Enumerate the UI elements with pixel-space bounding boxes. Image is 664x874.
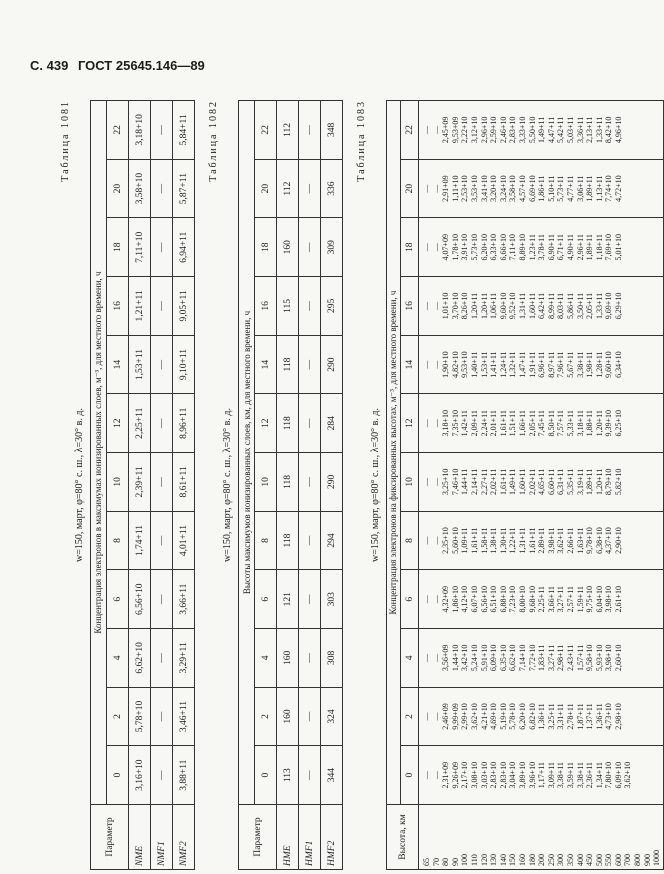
hour-header: 0 [107, 746, 129, 805]
cell: — — 2,31+09 9,26+09 2,17+10 3,08+10 3,03+10 2,83+10 2,83+10 3,04+10 3,89+10 3,96+10 1,17+11 3,09+11 3,38+11 3,59+11 3,38+11 2,36+11 1,34+11 7,80+10 6,09+10 3,62+10 [419, 746, 664, 805]
hour-header: 2 [401, 687, 419, 746]
hour-header: 10 [401, 453, 419, 512]
hour-header: 16 [401, 277, 419, 336]
hour-header: 10 [255, 453, 277, 512]
cell: — [299, 453, 321, 512]
unit-row: Концентрация электронов на фиксированных высотах, м⁻³, для местного времени, ч [387, 101, 401, 805]
table-row [321, 101, 343, 870]
hour-header: 8 [107, 511, 129, 570]
cell: 344 [321, 746, 343, 805]
hour-header: 14 [401, 335, 419, 394]
hour-header: 10 [107, 453, 129, 512]
cell: 8,61+11 [173, 453, 195, 512]
rotated-tables [60, 95, 662, 870]
hour-header: 4 [401, 629, 419, 688]
cell: 324 [321, 687, 343, 746]
row-name: HME [277, 805, 299, 870]
cell: — — 3,56+09 1,44+10 3,42+10 5,24+10 5,91+10 6,09+10 6,35+10 6,62+10 7,14+10 7,72+10 1,83+11 3,27+11 2,98+11 2,43+11 1,57+11 9,58+10 5,93+10 3,98+10 2,60+10 [419, 629, 664, 688]
cell: — — 4,32+09 1,86+10 4,12+10 6,07+10 6,56+10 6,51+10 6,88+10 7,23+10 8,00+10 9,68+10 2,25+11 3,66+11 3,27+11 2,57+11 1,59+11 9,75+10 6,04+10 3,98+10 2,61+10 [419, 570, 664, 629]
cell: 8,96+11 [173, 394, 195, 453]
cell: — [151, 629, 173, 688]
cell: — [299, 629, 321, 688]
cell: 1,53+11 [129, 335, 151, 394]
cell: — — 1,90+10 4,82+10 9,53+10 1,40+11 1,53+11 1,41+11 1,24+11 1,32+11 1,47+11 1,91+11 6,96+11 8,97+11 7,96+11 5,67+11 3,38+11 1,98+11 1,28+11 9,60+10 6,34+10 [419, 335, 664, 394]
cell: — [151, 453, 173, 512]
cell: 118 [277, 394, 299, 453]
unit-row: Концентрация электронов в максимумах ионизированных слоев, м⁻³, для местного времени, ч [91, 101, 107, 805]
cell: 7,11+10 [129, 218, 151, 277]
cell: — [299, 511, 321, 570]
hour-header: 22 [107, 101, 129, 160]
cell: — [151, 687, 173, 746]
table-1082-grid [238, 100, 343, 870]
cell: — — 2,35+10 5,60+10 1,09+11 1,61+11 1,58+11 1,38+11 1,30+11 1,22+11 1,31+11 1,61+11 2,89+11 3,98+11 3,62+11 2,66+11 1,63+11 9,78+10 6,38+10 4,37+10 2,90+10 [419, 511, 664, 570]
cell: 118 [277, 335, 299, 394]
row-name: NMF1 [151, 805, 173, 870]
table-1081-name: Таблица 1081 [60, 100, 71, 182]
row-name: HMF1 [299, 805, 321, 870]
page-header [30, 58, 211, 73]
cell: 3,58+10 [129, 159, 151, 218]
cell: — [151, 218, 173, 277]
hour-header: 18 [401, 218, 419, 277]
cell: 2,25+11 [129, 394, 151, 453]
hour-header: 12 [401, 394, 419, 453]
param-header: Высота, км [387, 805, 419, 870]
hour-header: 6 [107, 570, 129, 629]
hour-header: 0 [401, 746, 419, 805]
cell: 295 [321, 277, 343, 336]
cell: 5,84+11 [173, 101, 195, 160]
cell: 3,16+10 [129, 746, 151, 805]
cell: 118 [277, 511, 299, 570]
cell: 160 [277, 687, 299, 746]
cell: — [151, 159, 173, 218]
cell: — [151, 277, 173, 336]
cell: 6,62+10 [129, 629, 151, 688]
cell: — [151, 746, 173, 805]
cell: 1,21+11 [129, 277, 151, 336]
cell: 6,56+10 [129, 570, 151, 629]
table-1083-grid [386, 100, 664, 870]
cell: 2,39+11 [129, 453, 151, 512]
cell: 3,29+11 [173, 629, 195, 688]
heights-column: 65 70 80 90 100 110 120 130 140 150 160 180 200 250 300 350 400 450 500 550 600 700 800 900 1000 [419, 805, 664, 870]
cell: 160 [277, 629, 299, 688]
hour-header: 16 [255, 277, 277, 336]
cell: — [151, 394, 173, 453]
cell: 160 [277, 218, 299, 277]
row-name: NMF2 [173, 805, 195, 870]
cell: — [299, 159, 321, 218]
hour-header: 18 [255, 218, 277, 277]
cell: — [299, 394, 321, 453]
hour-header: 4 [255, 629, 277, 688]
cell: — — 2,91+09 1,11+10 2,53+10 3,53+10 3,41+10 3,20+10 3,24+10 3,58+10 4,57+10 6,69+10 1,86+11 5,10+11 5,73+11 4,77+11 3,06+11 1,89+11 1,13+11 7,74+10 4,72+10 [419, 159, 664, 218]
hour-header: 4 [107, 629, 129, 688]
hour-header: 20 [107, 159, 129, 218]
table-1081-grid [90, 100, 195, 870]
cell: 294 [321, 511, 343, 570]
cell: — — 2,45+09 9,53+09 2,22+10 3,12+10 2,96+10 2,59+10 2,46+10 2,83+10 3,33+10 5,50+10 1,49+11 4,47+11 5,42+11 5,03+11 3,36+11 2,13+11 1,33+11 8,42+10 4,96+10 [419, 101, 664, 160]
cell: — [299, 746, 321, 805]
cell: 112 [277, 101, 299, 160]
table-1083-name: Таблица 1083 [356, 100, 367, 182]
cell: 3,46+11 [173, 687, 195, 746]
cell: 115 [277, 277, 299, 336]
hour-header: 14 [107, 335, 129, 394]
hour-header: 12 [107, 394, 129, 453]
hour-header: 18 [107, 218, 129, 277]
cell: — — 4,07+09 1,78+10 3,91+10 5,73+10 6,20+10 6,33+10 6,66+10 7,11+10 8,89+10 1,23+11 3,78+11 6,90+11 6,71+11 4,90+11 2,96+11 1,89+11 1,18+11 7,69+10 5,01+10 [419, 218, 664, 277]
cell: 4,01+11 [173, 511, 195, 570]
cell: — — 3,18+10 7,35+10 1,42+11 2,09+11 2,24+11 2,01+11 1,61+11 1,51+11 1,66+11 2,05+11 7,45+11 8,50+11 7,57+11 5,33+11 3,18+11 1,88+11 1,20+11 9,39+10 6,25+10 [419, 394, 664, 453]
hour-header: 22 [255, 101, 277, 160]
cell: — [299, 218, 321, 277]
cell: — — 1,01+10 3,70+10 8,26+10 1,20+11 1,20+11 1,06+11 9,60+10 9,52+10 1,31+11 1,60+11 6,42+11 8,99+11 8,03+11 5,86+11 3,50+11 2,05+11 1,33+11 9,69+10 6,29+10 [419, 277, 664, 336]
cell: — [299, 687, 321, 746]
cell: 9,05+11 [173, 277, 195, 336]
standard-number: ГОСТ 25645.146—89 [77, 58, 205, 73]
unit-row: Высоты максимумов ионизированных слоев, км, для местного времени, ч [239, 101, 255, 805]
cell: 6,94+11 [173, 218, 195, 277]
cell: — [299, 277, 321, 336]
param-header: Параметр [239, 805, 277, 870]
cell: — [299, 570, 321, 629]
cell: 121 [277, 570, 299, 629]
cell: 308 [321, 629, 343, 688]
hour-header: 8 [255, 511, 277, 570]
cell: — [151, 101, 173, 160]
cell: — [151, 511, 173, 570]
hour-header: 14 [255, 335, 277, 394]
row-name: HMF2 [321, 805, 343, 870]
hour-header: 2 [255, 687, 277, 746]
cell: — [299, 335, 321, 394]
cell: 1,74+11 [129, 511, 151, 570]
table-row [129, 101, 151, 870]
hour-header: 8 [401, 511, 419, 570]
hour-header: 2 [107, 687, 129, 746]
cell: — — 2,46+09 9,99+09 2,99+10 3,62+10 4,21+10 4,69+10 5,19+10 5,78+10 6,20+10 6,82+10 1,36+11 3,25+11 3,31+11 2,78+11 1,87+11 1,37+11 1,36+11 4,73+10 2,98+10 [419, 687, 664, 746]
hour-header: 22 [401, 101, 419, 160]
page-number: С. 439 [30, 58, 69, 73]
hour-header: 6 [401, 570, 419, 629]
hour-header: 20 [401, 159, 419, 218]
cell: 3,18+10 [129, 101, 151, 160]
cell: 5,87+11 [173, 159, 195, 218]
table-row [277, 101, 299, 870]
cell: 9,10+11 [173, 335, 195, 394]
cell: 5,78+10 [129, 687, 151, 746]
cell: — [299, 101, 321, 160]
cell: 303 [321, 570, 343, 629]
cell: — — 3,25+10 7,46+10 1,44+11 2,14+11 2,27+11 2,02+11 1,61+11 1,49+11 1,60+11 2,02+11 4,65+11 6,60+11 6,31+11 5,35+11 3,19+11 1,89+11 1,20+11 8,79+10 5,82+10 [419, 453, 664, 512]
param-header: Параметр [91, 805, 129, 870]
hour-header: 16 [107, 277, 129, 336]
cell: 290 [321, 335, 343, 394]
table-1083-title: w=150, март, φ=80° с. ш., λ=30° в. д. [370, 408, 381, 562]
table-row [173, 101, 195, 870]
cell: 348 [321, 101, 343, 160]
cell: 113 [277, 746, 299, 805]
cell: 112 [277, 159, 299, 218]
table-1082-title: w=150, март, φ=80° с. ш., λ=30° в. д. [222, 408, 233, 562]
hour-header: 12 [255, 394, 277, 453]
cell: 3,66+11 [173, 570, 195, 629]
table-row [419, 101, 664, 870]
hour-header: 0 [255, 746, 277, 805]
hour-header: 6 [255, 570, 277, 629]
table-row [151, 101, 173, 870]
cell: 309 [321, 218, 343, 277]
cell: 336 [321, 159, 343, 218]
cell: 284 [321, 394, 343, 453]
table-row [299, 101, 321, 870]
row-name: NME [129, 805, 151, 870]
cell: — [151, 570, 173, 629]
hour-header: 20 [255, 159, 277, 218]
cell: 290 [321, 453, 343, 512]
table-1082-name: Таблица 1082 [208, 100, 219, 182]
cell: 118 [277, 453, 299, 512]
cell: 3,88+11 [173, 746, 195, 805]
table-1081-title: w=150, март, φ=80° с. ш., λ=30° в. д. [74, 408, 85, 562]
cell: — [151, 335, 173, 394]
